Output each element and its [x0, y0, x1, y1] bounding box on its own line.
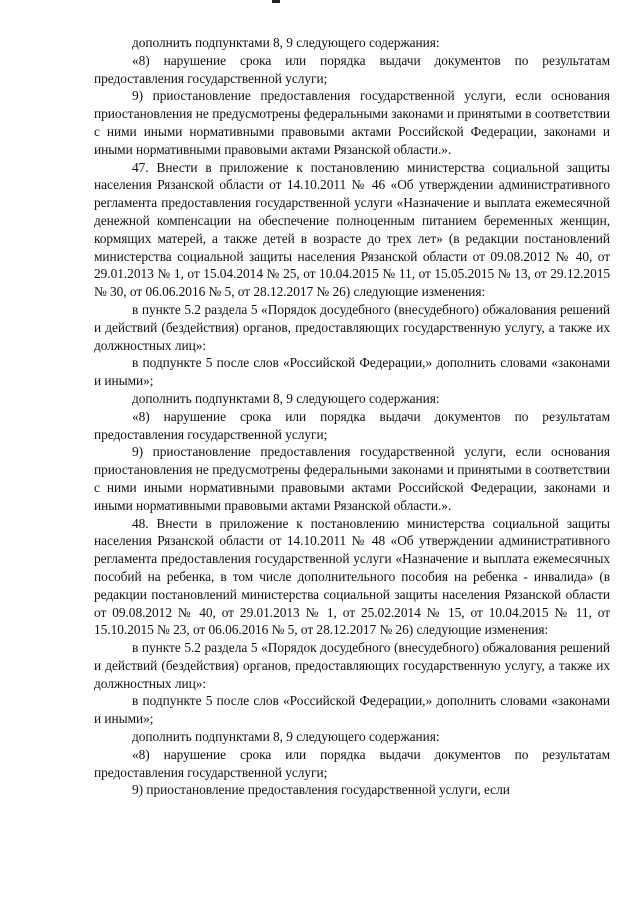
paragraph: в подпункте 5 после слов «Российской Федерации,» дополнить словами «законами и иными»;	[94, 355, 610, 389]
paragraph: «8) нарушение срока или порядка выдачи документов по результатам предоставления государственной услуги;	[94, 408, 610, 442]
page-number-mark	[272, 0, 280, 3]
paragraph: «8) нарушение срока или порядка выдачи документов по результатам предоставления государственной услуги;	[94, 746, 610, 780]
paragraph: в пункте 5.2 раздела 5 «Порядок досудебного (внесудебного) обжалования решений и действий (бездействия) органов, предоставляющих государственную услугу, а также их должностных лиц»:	[94, 640, 610, 691]
paragraph: дополнить подпунктами 8, 9 следующего содержания:	[132, 729, 440, 745]
document-page	[94, 34, 610, 799]
paragraph: дополнить подпунктами 8, 9 следующего содержания:	[132, 390, 440, 406]
paragraph: в подпункте 5 после слов «Российской Федерации,» дополнить словами «законами и иными»;	[94, 693, 610, 727]
paragraph: «8) нарушение срока или порядка выдачи документов по результатам предоставления государственной услуги;	[94, 52, 610, 86]
paragraph: 9) приостановление предоставления государственной услуги, если основания приостановления не предусмотрены федеральными законами и принятыми в соответствии с ними иными нормативными правовыми актами Российской Федерации, законами и иными нормативными правовыми актами Рязанской области.».	[94, 88, 610, 157]
paragraph: дополнить подпунктами 8, 9 следующего содержания:	[132, 35, 440, 50]
paragraph: 9) приостановление предоставления государственной услуги, если	[132, 782, 510, 798]
paragraph: 48. Внести в приложение к постановлению министерства социальной защиты населения Рязанской области от 14.10.2011 № 48 «Об утверждении административного регламента предоставления государственной услуги «Назначение и выплата ежемесячных пособий на ребенка, в том числе дополнительного пособия на ребенка - инвалида» (в редакции постановлений министерства социальной защиты населения Рязанской области от 09.08.2012 № 40, от 29.01.2013 № 1, от 25.02.2014 № 15, от 10.04.2015 № 11, от 15.10.2015 № 23, от 06.06.2016 № 5, от 28.12.2017 № 26) следующие изменения:	[94, 515, 610, 638]
paragraph: в пункте 5.2 раздела 5 «Порядок досудебного (внесудебного) обжалования решений и действий (бездействия) органов, предоставляющих государственную услугу, а также их должностных лиц»:	[94, 301, 610, 353]
paragraph: 9) приостановление предоставления государственной услуги, если основания приостановления не предусмотрены федеральными законами и принятыми в соответствии с ними иными нормативными правовыми актами Российской Федерации, законами и иными нормативными правовыми актами Рязанской области.».	[94, 444, 610, 513]
paragraph: 47. Внести в приложение к постановлению министерства социальной защиты населения Рязанской области от 14.10.2011 № 46 «Об утверждении административного регламента предоставления государственной услуги «Назначение и выплата ежемесячной денежной компенсации на обеспечение полноценным питанием беременных женщин, кормящих матерей, а также детей в возрасте до трех лет» (в редакции постановлений министерства социальной защиты населения Рязанской области от 09.08.2012 № 40, от 29.01.2013 № 1, от 15.04.2014 № 25, от 10.04.2015 № 11, от 15.05.2015 № 13, от 29.12.2015 № 30, от 06.06.2016 № 5, от 28.12.2017 № 26) следующие изменения:	[94, 159, 610, 300]
